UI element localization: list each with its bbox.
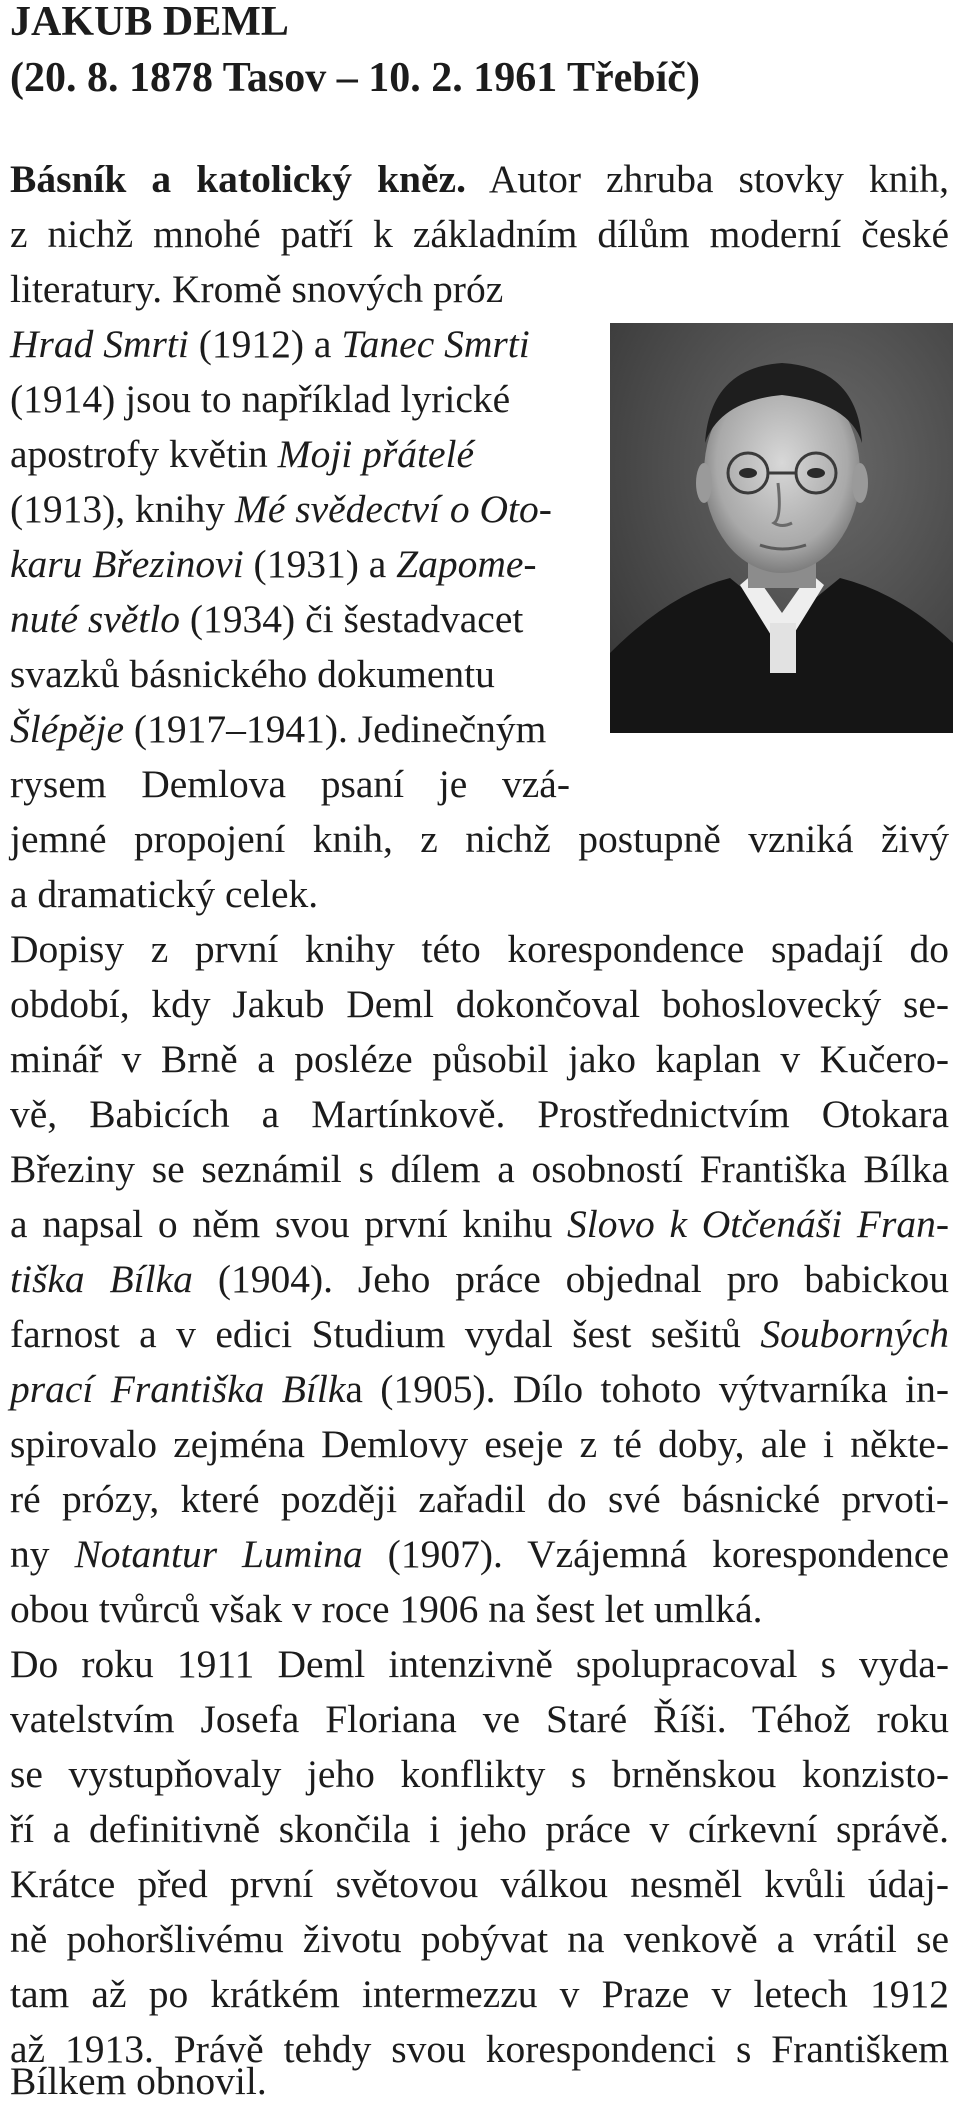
history-line: tam až po krátkém intermezzu v Praze v letech 1912 xyxy=(10,1972,949,2016)
work-title: karu Březinovi xyxy=(10,542,244,586)
letters-line: vě, Babicích a Martínkově. Prostřednictvím Otokara xyxy=(10,1092,949,1136)
lead-bold: Básník a katolický kněz. xyxy=(10,157,466,201)
work-title: Šlépěje xyxy=(10,707,125,751)
bio-line xyxy=(10,701,546,757)
bio-line: jemné propojení knih, z nichž postupně vzniká živý xyxy=(10,817,949,861)
work-title: Mé svědectví o Oto- xyxy=(234,487,552,531)
letters-line: ré prózy, které později zařadil do své básnické prvoti- xyxy=(10,1477,949,1521)
work-title: Slovo k Otčenáši Fran- xyxy=(567,1202,949,1246)
bio-text: (1917–1941). Jedinečným xyxy=(124,707,547,751)
bio-line xyxy=(10,151,949,207)
letters-line: Dopisy z první knihy této korespondence spadají do xyxy=(10,927,949,971)
author-name: JAKUB DEML xyxy=(10,0,289,45)
bio-text: (1913), knihy xyxy=(10,487,235,531)
work-title: Tanec Smrti xyxy=(341,322,530,366)
letters-text: ny xyxy=(10,1532,75,1576)
letters-text: a (1905). Dílo tohoto výtvarníka in- xyxy=(345,1367,949,1411)
letters-text: (1904). Jeho práce objednal pro babickou xyxy=(192,1257,949,1301)
author-dates: (20. 8. 1878 Tasov – 10. 2. 1961 Třebíč) xyxy=(10,55,700,101)
bio-line xyxy=(10,481,552,537)
work-title: Notantur Lumina xyxy=(74,1532,363,1576)
bio-text: (1931) a xyxy=(243,542,397,586)
history-line: se vystupňovaly jeho konflikty s brněnskou konzisto- xyxy=(10,1752,949,1796)
letters-line xyxy=(10,1526,949,1582)
history-line: ně pohoršlivému životu pobývat na venkově a vrátil se xyxy=(10,1917,949,1961)
letters-text: a napsal o něm svou první knihu xyxy=(10,1202,568,1246)
history-line: ří a definitivně skončila i jeho práce v církevní správě. xyxy=(10,1807,949,1851)
bio-line: a dramatický celek. xyxy=(10,872,319,916)
bio-line: (1914) jsou to například lyrické xyxy=(10,377,511,421)
work-title: nuté světlo xyxy=(10,597,181,641)
bio-text: apostrofy květin xyxy=(10,432,278,476)
author-portrait xyxy=(610,323,953,733)
bio-line xyxy=(10,316,530,372)
letters-line: minář v Brně a posléze působil jako kaplan v Kučero- xyxy=(10,1037,949,1081)
bio-line xyxy=(10,536,537,592)
work-title: Moji přátelé xyxy=(277,432,475,476)
letters-line xyxy=(10,1251,949,1307)
letters-line: období, kdy Jakub Deml dokončoval bohoslovecký se- xyxy=(10,982,949,1026)
letters-line: obou tvůrců však v roce 1906 na šest let umlká. xyxy=(10,1587,763,1631)
letters-line: spirovalo zejména Demlovy eseje z té doby, ale i někte- xyxy=(10,1422,949,1466)
history-line: Bílkem obnovil. xyxy=(10,2059,267,2103)
bio-text: Autor zhruba stovky knih, xyxy=(465,157,950,201)
letters-line xyxy=(10,1361,949,1417)
bio-text: (1912) a xyxy=(188,322,342,366)
work-title: Zapome- xyxy=(396,542,537,586)
bio-line xyxy=(10,591,523,647)
bio-line: literatury. Kromě snových próz xyxy=(10,267,504,311)
bio-line: z nichž mnohé patří k základním dílům moderní české xyxy=(10,212,949,256)
bio-text: (1934) či šestadvacet xyxy=(180,597,524,641)
portrait-photo-icon xyxy=(610,323,953,733)
letters-text: (1907). Vzájemná korespondence xyxy=(362,1532,949,1576)
bio-line: rysem Demlova psaní je vzá- xyxy=(10,762,570,806)
bio-line: svazků básnického dokumentu xyxy=(10,652,495,696)
letters-text: farnost a v edici Studium vydal šest sešitů xyxy=(10,1312,761,1356)
bio-line xyxy=(10,426,474,482)
letters-line xyxy=(10,1196,949,1252)
history-line: Do roku 1911 Deml intenzivně spolupracoval s vyda- xyxy=(10,1642,949,1686)
work-title: prací Františka Bílk xyxy=(10,1367,346,1411)
history-line: Krátce před první světovou válkou nesměl kvůli údaj- xyxy=(10,1862,949,1906)
work-title: Hrad Smrti xyxy=(10,322,189,366)
work-title: Souborných xyxy=(760,1312,949,1356)
letters-line xyxy=(10,1306,949,1362)
history-line: vatelstvím Josefa Floriana ve Staré Říši. Téhož roku xyxy=(10,1697,949,1741)
letters-line: Březiny se seznámil s dílem a osobností Františka Bílka xyxy=(10,1147,949,1191)
work-title: tiška Bílka xyxy=(10,1257,193,1301)
history-line: až 1913. Právě tehdy svou korespondenci s Františkem xyxy=(10,2027,949,2071)
